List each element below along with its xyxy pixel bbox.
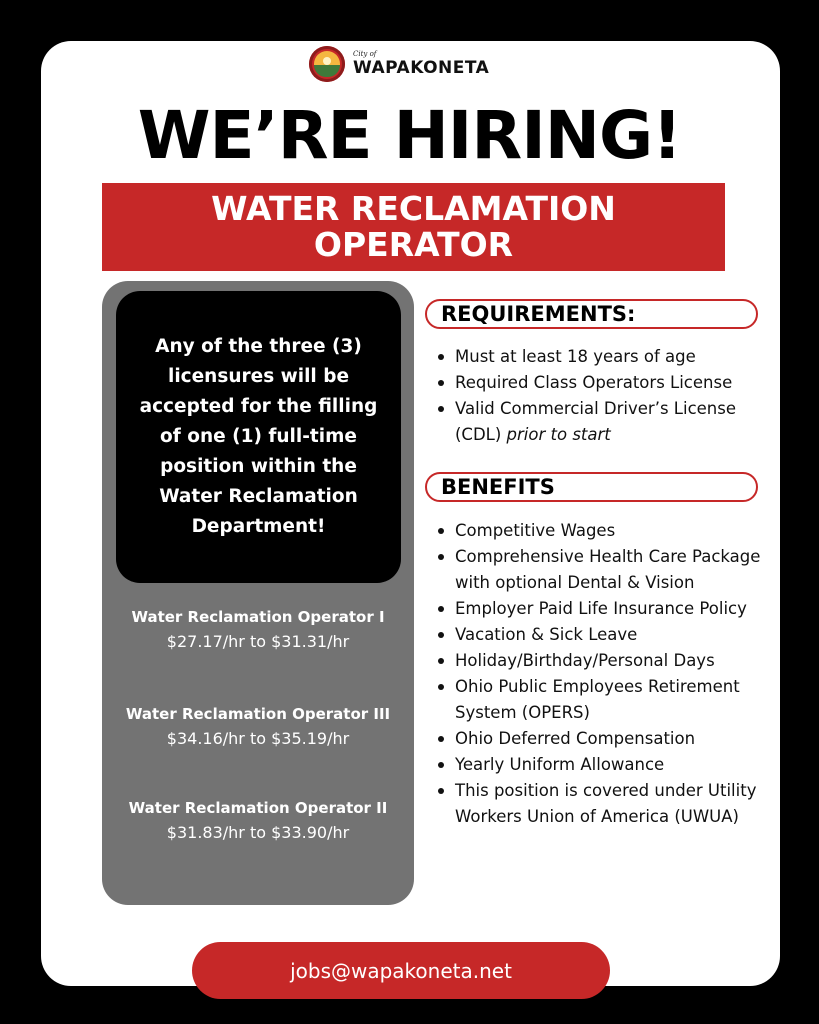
logo-city-name: WAPAKONETA — [353, 58, 490, 78]
city-logo — [309, 45, 489, 83]
requirements-list — [437, 344, 777, 448]
benefits-list — [437, 518, 777, 830]
list-item: Ohio Deferred Compensation — [437, 726, 777, 752]
pay-tier-name: Water Reclamation Operator II — [128, 799, 388, 817]
list-item: Yearly Uniform Allowance — [437, 752, 777, 778]
list-item: Competitive Wages — [437, 518, 777, 544]
list-item: This position is covered under Utility Workers Union of America (UWUA) — [437, 778, 777, 830]
pay-tier-rate: $34.16/hr to $35.19/hr — [166, 729, 350, 748]
pay-tier-rate: $27.17/hr to $31.31/hr — [166, 632, 350, 651]
list-item: Employer Paid Life Insurance Policy — [437, 596, 777, 622]
benefits-title: BENEFITS — [441, 475, 555, 499]
list-item: Required Class Operators License — [437, 370, 777, 396]
list-item: Valid Commercial Driver’s License (CDL) prior to start — [437, 396, 777, 448]
pay-tier — [102, 702, 414, 752]
pay-tier-rate: $31.83/hr to $33.90/hr — [166, 823, 350, 842]
requirements-heading — [425, 299, 758, 329]
list-item: Holiday/Birthday/Personal Days — [437, 648, 777, 674]
position-banner — [102, 183, 725, 271]
list-item: Must at least 18 years of age — [437, 344, 777, 370]
pay-tier-name: Water Reclamation Operator III — [125, 705, 391, 723]
licensure-note: Any of the three (3) licensures will be accepted for the filling of one (1) full-time position within the Water Reclamation Department! — [139, 336, 378, 537]
headline: WE’RE HIRING! — [137, 97, 682, 174]
pay-panel — [102, 281, 414, 905]
requirements-title: REQUIREMENTS: — [441, 302, 636, 326]
list-item: Ohio Public Employees Retirement System (OPERS) — [437, 674, 777, 726]
cdl-timing: prior to start — [506, 425, 611, 444]
list-item: Comprehensive Health Care Package with optional Dental & Vision — [437, 544, 777, 596]
pay-tier — [102, 796, 414, 846]
contact-email-button[interactable] — [192, 942, 610, 999]
benefits-heading — [425, 472, 758, 502]
logo-city-label: City of — [353, 50, 377, 58]
position-title: WATER RECLAMATION OPERATOR — [211, 189, 616, 264]
contact-email: jobs@wapakoneta.net — [290, 958, 512, 983]
list-item: Vacation & Sick Leave — [437, 622, 777, 648]
licensure-box — [116, 291, 401, 583]
pay-tier — [102, 605, 414, 655]
city-seal-icon — [309, 46, 345, 82]
pay-tier-name: Water Reclamation Operator I — [131, 608, 385, 626]
